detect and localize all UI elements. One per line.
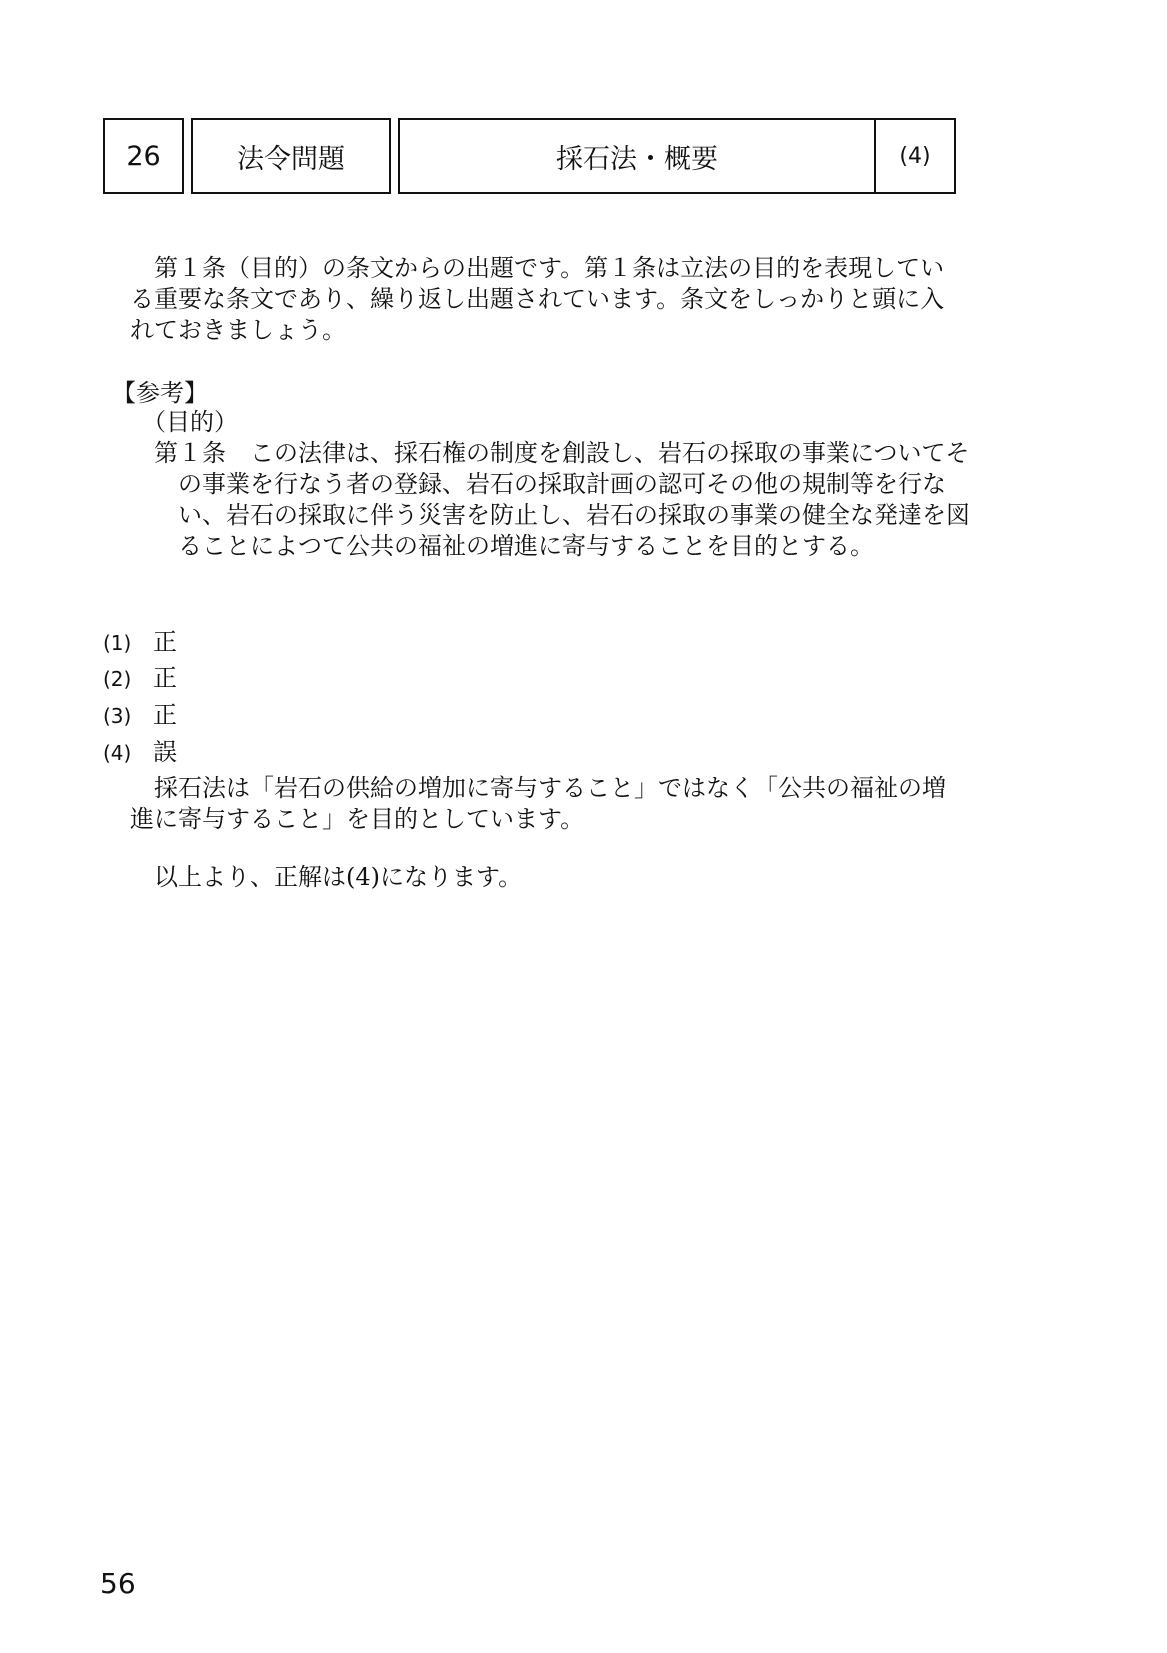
conclusion-paragraph: 以上より、正解は(4)になります。 <box>154 863 523 891</box>
option-item <box>103 627 177 658</box>
question-category: 法令問題 <box>191 118 391 194</box>
option-mark: 正 <box>153 628 177 656</box>
option-number: (1) <box>103 631 132 655</box>
option-mark: 正 <box>153 664 177 692</box>
option-mark: 正 <box>153 701 177 729</box>
intro-paragraph: 第１条（目的）の条文からの出題です。第１条は立法の目的を表現している重要な条文であり、繰り返し出題されています。条文をしっかりと頭に入れておきましょう。 <box>130 254 945 344</box>
option-item <box>103 663 177 694</box>
reference-subheading: （目的） <box>142 408 238 436</box>
reference-article: 第１条 この法律は、採石権の制度を創設し、岩石の採取の事業についてその事業を行なう者の登録、岩石の採取計画の認可その他の規制等を行ない、岩石の採取に伴う災害を防止し、岩石の採取の事業の健全な発達を図ることによつて公共の福祉の増進に寄与することを目的とする。 <box>154 439 970 560</box>
page-number: 56 <box>100 1567 136 1600</box>
reference-heading: 【参考】 <box>112 379 208 407</box>
explanation-paragraph: 採石法は「岩石の供給の増加に寄与すること」ではなく「公共の福祉の増進に寄与すること」を目的としています。 <box>130 774 946 833</box>
option-item <box>103 737 177 768</box>
question-title: 採石法・概要 <box>556 143 718 175</box>
option-item <box>103 700 177 731</box>
option-number: (4) <box>103 741 132 765</box>
question-number: 26 <box>103 118 184 194</box>
question-title-box <box>398 118 956 194</box>
option-number: (3) <box>103 704 132 728</box>
answer-label: (4) <box>874 120 954 192</box>
option-mark: 誤 <box>153 738 177 766</box>
option-number: (2) <box>103 667 132 691</box>
